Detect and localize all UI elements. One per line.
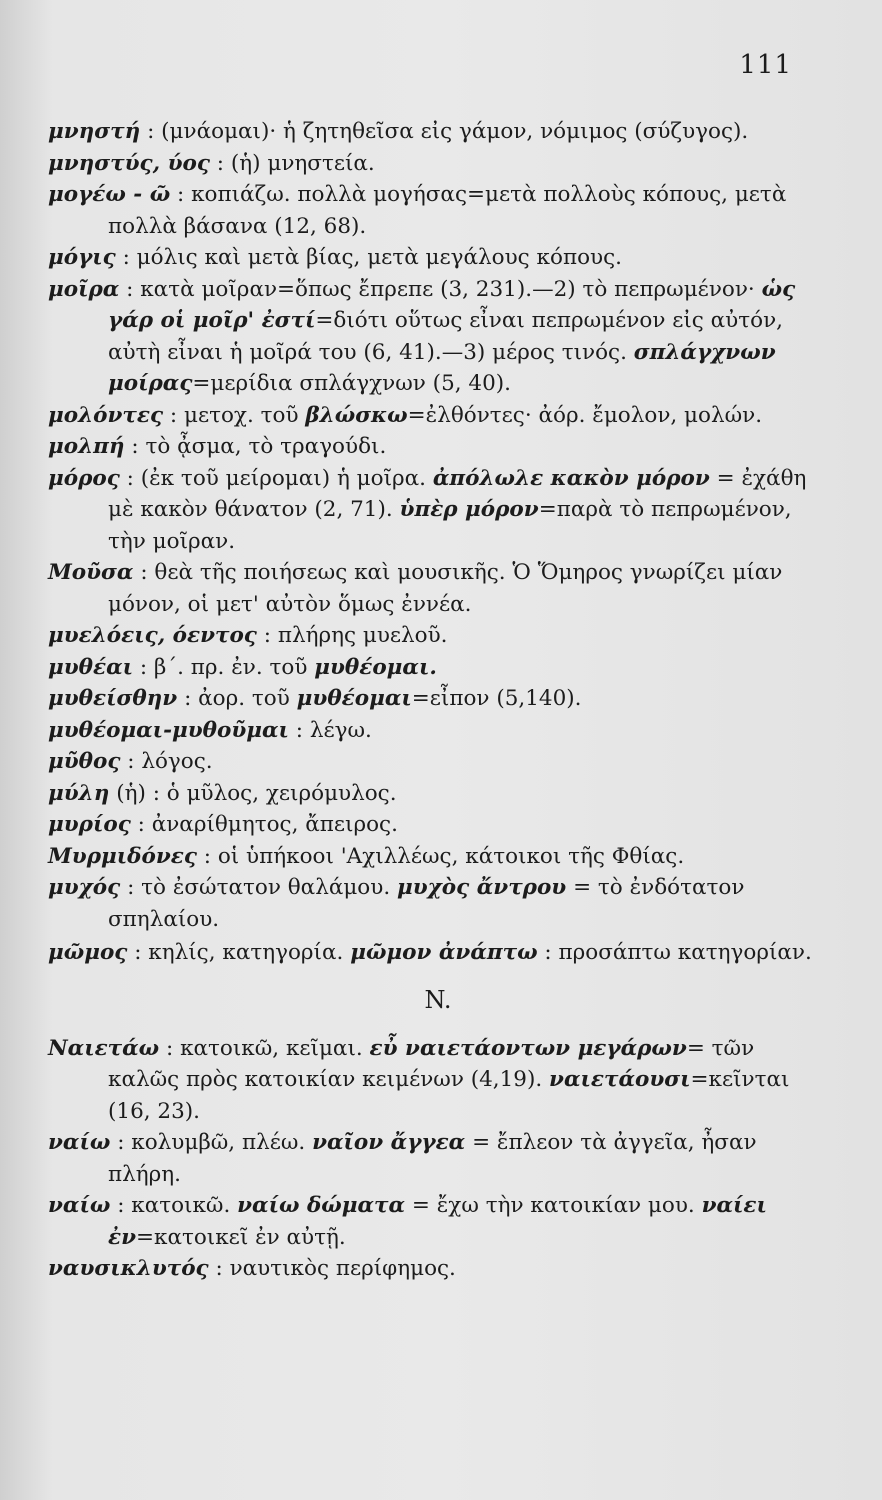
example-phrase: ναίει ἐν [108,1193,767,1250]
definition: = ἔχω τὴν κατοικίαν μου. [411,1193,695,1218]
dictionary-entry [48,1190,828,1253]
definition: : κηλίς, κατηγορία. [134,940,344,965]
headword: μνηστύς, ύος [48,150,210,176]
headword: μόρος [48,465,120,491]
definition: =παρὰ τὸ πεπρωμένον, τὴν μοῖραν. [108,497,792,554]
headword: μολόντες [48,402,164,428]
headword: ναίω [48,1130,111,1155]
headword: μῦθος [48,749,121,774]
dictionary-entry [48,935,828,971]
definition: : κοπιάζω. πολλὰ μογήσας=μετὰ πολλοὺς κόπους, μετὰ πολλὰ βάσανα (12, 68). [108,182,787,239]
headword: μυελόεις, όεντος [48,623,257,648]
definition: = τῶν καλῶς πρὸς κατοικίαν κειμένων (4,19). [108,1035,755,1092]
example-phrase: σπλάγχνων μοίρας [108,339,776,396]
example-phrase: μυχὸς ἄντρου [397,875,567,900]
dictionary-entry [48,148,828,180]
dictionary-entry [48,431,828,463]
headword: ναίω [48,1193,111,1218]
headword: Μυρμιδόνες [48,843,197,869]
definition: : ἀορ. τοῦ [184,686,290,711]
dictionary-entry [48,463,828,558]
example-phrase: μυθέομαι. [314,654,437,680]
dictionary-entries [48,116,828,1285]
definition: : λέγω. [295,717,372,743]
definition: : προσάπτω κατηγορίαν. [544,940,812,965]
headword: μύλη [48,780,110,806]
example-phrase: μυθέομαι [296,686,412,711]
definition: : μόλις καὶ μετὰ βίας, μετὰ μεγάλους κόπους. [122,245,622,270]
definition: : ἀναρίθμητος, ἄπειρος. [137,812,398,837]
dictionary-entry [48,1127,828,1190]
definition: : μετοχ. τοῦ [169,402,299,428]
dictionary-entry [48,746,828,778]
headword: μυθέομαι-μυθοῦμαι [48,717,289,743]
definition: : κατοικῶ. [117,1193,231,1218]
dictionary-entry [48,715,828,747]
example-phrase: ὑπὲρ μόρον [399,497,539,522]
definition: = τὸ ἐνδότατον σπηλαίου. [108,875,745,932]
dictionary-entry [48,809,828,841]
page-number: 111 [739,50,792,80]
dictionary-entry [48,620,828,652]
example-phrase: ναίω δώματα [237,1193,406,1218]
definition: : (μνάομαι)· ἡ ζητηθεῖσα εἰς γάμον, νόμιμος (σύζυγος). [147,119,749,144]
letter-heading: N. [424,986,452,1014]
definition: = ἔπλεον τὰ ἀγγεῖα, ἦσαν πλήρη. [108,1130,757,1187]
headword: μυρίος [48,812,131,837]
headword: μυχός [48,875,121,900]
definition: =κατοικεῖ ἐν αὐτῇ. [136,1224,346,1250]
headword: μοῖρα [48,276,120,302]
example-phrase: βλώσκω [305,402,408,428]
definition: =διότι οὕτως εἶναι πεπρωμένον εἰς αὐτόν, αὐτὴ εἶναι ἡ μοῖρά του (6, 41).—3) μέρος τινός. [108,308,783,365]
headword: μολπή [48,434,125,459]
dictionary-entry [48,274,828,400]
dictionary-entry [48,116,828,148]
example-phrase: μῶμον ἀνάπτω [350,940,538,965]
definition: : θεὰ τῆς ποιήσεως καὶ μουσικῆς. Ὁ Ὅμηρος γνωρίζει μίαν μόνον, οἱ μετ' αὐτὸν ὅμως ἐννέα. [108,560,783,617]
headword: μυθέαι [48,654,134,680]
definition: = ἐχάθη μὲ κακὸν θάνατον (2, 71). [108,465,807,522]
definition: : κατὰ μοῖραν=ὅπως ἔπρεπε (3, 231).—2) τὸ πεπρωμένον· [126,276,755,302]
definition: =εἶπον (5,140). [411,686,582,711]
dictionary-entry [48,778,828,810]
definition: : (ἡ) μνηστεία. [216,150,375,176]
dictionary-entry [48,1033,828,1128]
definition: =ἐλθόντες· ἀόρ. ἔμολον, μολών. [407,402,763,428]
definition: (ἡ) : ὁ μῦλος, χειρόμυλος. [116,780,397,806]
definition: : λόγος. [127,749,213,774]
dictionary-entry [48,242,828,274]
headword: μνηστή [48,119,141,144]
headword: Μοῦσα [48,560,134,585]
dictionary-entry [48,652,828,684]
example-phrase: ἀπόλωλε κακὸν μόρον [432,465,710,491]
headword: ναυσικλυτός [48,1256,209,1281]
example-phrase: εὖ ναιετάοντων μεγάρων [369,1035,687,1061]
definition: : οἱ ὑπήκοοι 'Αχιλλέως, κάτοικοι τῆς Φθίας. [203,843,685,869]
dictionary-entry [48,557,828,620]
dictionary-entry [48,841,828,873]
headword: Ναιετάω [48,1035,160,1061]
definition: : κατοικῶ, κεῖμαι. [166,1035,363,1061]
definition: : τὸ ᾆσμα, τὸ τραγούδι. [131,434,387,459]
definition: =κεῖνται (16, 23). [108,1067,790,1124]
headword: μυθείσθην [48,686,178,711]
dictionary-entry [48,179,828,242]
definition: : ναυτικὸς περίφημος. [215,1256,456,1281]
example-phrase: ναιετάουσι [549,1067,691,1092]
dictionary-entry [48,1253,828,1285]
dictionary-entry [48,683,828,715]
definition: : β΄. πρ. ἐν. τοῦ [139,654,308,680]
dictionary-entry [48,400,828,432]
definition: : κολυμβῶ, πλέω. [117,1130,306,1155]
headword: μῶμος [48,940,128,965]
example-phrase: ὡς γάρ οἱ μοῖρ' ἐστί [108,276,796,333]
headword: μόγις [48,245,116,270]
example-phrase: ναῖον ἄγγεα [312,1130,466,1155]
definition: : πλήρης μυελοῦ. [263,623,448,648]
headword: μογέω - ῶ [48,182,171,207]
definition: =μερίδια σπλάγχνων (5, 40). [192,371,511,396]
dictionary-entry [48,872,828,935]
definition: : (ἐκ τοῦ μείρομαι) ἡ μοῖρα. [126,465,426,491]
definition: : τὸ ἐσώτατον θαλάμου. [127,875,391,900]
